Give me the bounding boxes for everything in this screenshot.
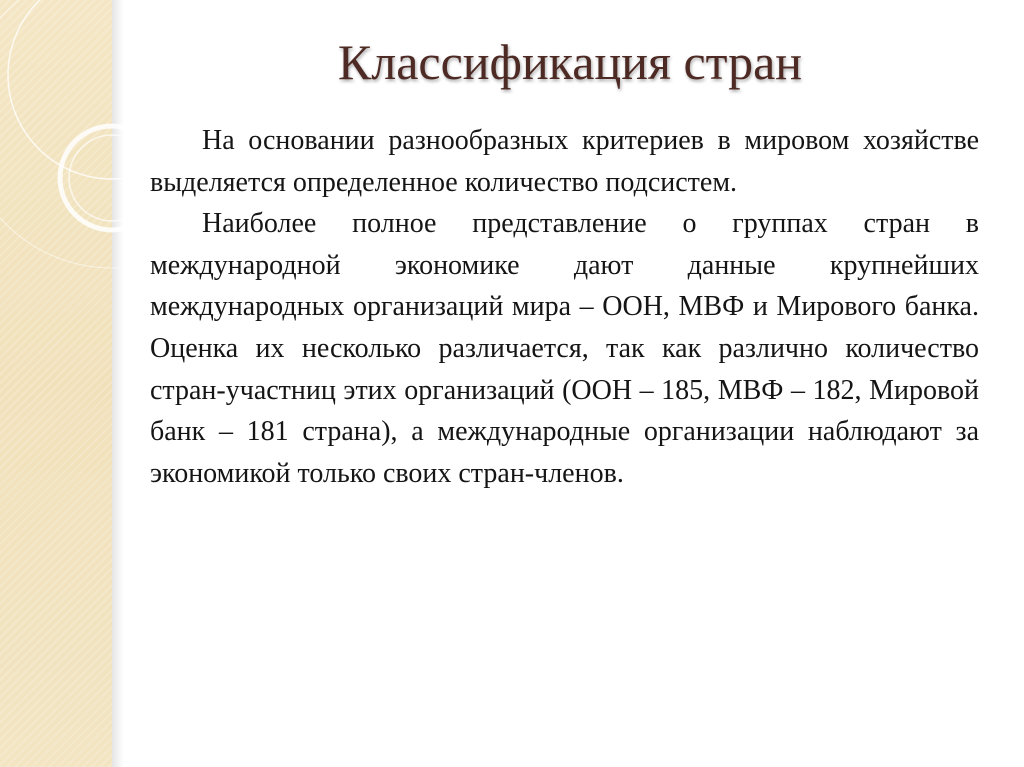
paragraph-1: На основании разнообразных критериев в мировом хозяйстве выделяется определенное количество подсистем.: [150, 125, 979, 198]
paragraph-2: Наиболее полное представление о группах стран в международной экономике дают данные крупнейших международных организаций мира – ООН, МВФ и Мирового банка. Оценка их несколько различается, так как различно количество стран-участниц этих организаций (ООН – 185, МВФ – 182, Мировой банк – 181 страна), а международные организации наблюдают за экономикой только своих стран-членов.: [150, 208, 979, 489]
decorative-circles-ornament: [0, 0, 124, 330]
slide-title: Классификация стран: [337, 34, 803, 90]
slide-body-text: [150, 120, 979, 494]
